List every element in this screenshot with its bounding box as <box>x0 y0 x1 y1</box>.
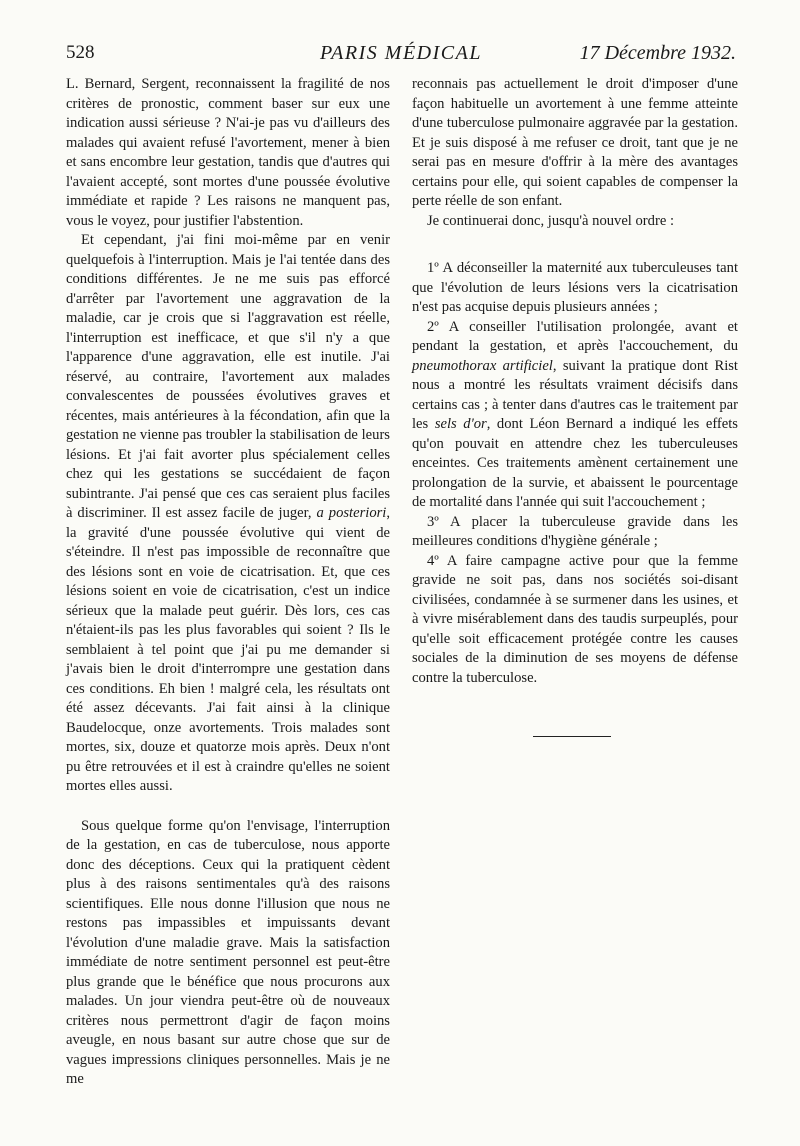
issue-date: 17 Décembre 1932. <box>579 42 736 64</box>
list-item: 3º A placer la tuberculeuse gravide dans les meilleures conditions d'hygiène générale ; <box>412 513 738 549</box>
paragraph: L. Bernard, Sergent, reconnaissent la fragilité de nos critères de pronostic, comment baser sur eux une indication aussi sérieuse ? N'ai-je pas vu d'ailleurs des malades qui avaient refusé l'avortement, mener à bien et sans encombre leur gestation, tandis que d'autres qui l'avaient accepté, sont mortes d'une poussée évolutive immédiate et rapide ? Les raisons ne manquent pas, vous le voyez, pour justifier l'abstention. <box>66 76 390 229</box>
list-item <box>412 318 738 513</box>
list-item: 4º A faire campagne active pour que la femme gravide ne soit pas, dans nos sociétés soi-disant civilisées, condamnée à se surmener dans les usines, et à vivre misérablement dans des taudis surpeuplés, pour qu'elle soit efficacement protégée contre les causes sociales de la diminution de ses moyens de défense contre la tuberculose. <box>412 552 738 686</box>
list-item: 1º A déconseiller la maternité aux tuberculeuses tant que l'évolution de leurs lésions vers la cicatrisation n'est pas acquise depuis plusieurs années ; <box>412 260 738 315</box>
page-header <box>66 42 736 70</box>
left-column <box>66 75 390 1090</box>
text-run: , suivant la pratique dont Rist nous a montré les résultats vraiment décisifs dans certains cas ; à tenter dans d'autres cas le traitement par les <box>412 357 738 432</box>
text-run: , la gravité d'une poussée évolutive qui vient de s'éteindre. Il n'est pas impossible de reconnaître que des lésions sont en voie de cicatrisation. Et, que ces lésions soient en voie de cicatrisation, c'est un indice sérieux que la malade peut guérir. Dès lors, ces cas n'étaient-ils pas les plus favorables qui soient ? Ils le semblaient à tel point que j'ai pu me demander si j'avais bien le droit d'interrompre une gestation dans ces conditions. Eh bien ! malgré cela, les résultats ont été assez décevants. J'ai fait ainsi à la clinique Baudelocque, onze avortements. Trois malades sont mortes, six, douze et quatorze mois après. Deux n'ont pu être retrouvées et il est à craindre qu'elles ne soient mortes elles aussi. <box>66 505 391 794</box>
journal-title: PARIS MÉDICAL <box>320 42 482 64</box>
paragraph: Sous quelque forme qu'on l'envisage, l'interruption de la gestation, en cas de tuberculose, nous apporte donc des déceptions. Ceux qui la pratiquent cèdent plus à des raisons sentimentales qu'à des raisons scientifiques. Elle nous donne l'illusion que nous ne restons pas impassibles et impuissants devant l'évolution d'une maladie grave. Mais la satisfaction immédiate de notre sentiment personnel est peut-être plus grande que le bénéfice que nous procurons aux malades. Un jour viendra peut-être où de nouveaux critères nous permettront d'agir de façon moins aveugle, en nous basant sur autre chose que sur de vagues impressions cliniques personnelles. Mais je ne me <box>66 817 390 1087</box>
text-run: Et cependant, j'ai fini moi-même par en venir quelquefois à l'interruption. Mais je l'ai tentée dans des conditions différentes. Je ne me suis pas efforcé d'arrêter par l'avortement une aggravation de la maladie, car je crois que si l'aggravation est réelle, l'interruption est inefficace, et que s'il n'y a que l'apparence d'une aggravation, elle est inutile. J'ai réservé, au contraire, l'avortement aux malades convalescentes de poussées évolutives graves et récentes, mais antérieures à la fécondation, afin que la gestation ne vienne pas troubler la stabilisation de leurs lésions. Et j'ai fait avorter plus spécialement celles chez qui les gestations se succédaient de façon subintrante. J'ai pensé que ces cas seraient plus faciles à discriminer. Il est assez facile de juger, <box>66 232 390 521</box>
paragraph <box>66 231 390 797</box>
paragraph: Je continuerai donc, jusqu'à nouvel ordre : <box>427 212 675 229</box>
italic-phrase: pneumothorax artificiel <box>412 357 553 374</box>
right-column <box>412 75 738 688</box>
section-divider <box>533 736 611 737</box>
paragraph: reconnais pas actuellement le droit d'imposer d'une façon habituelle un avortement à une femme atteinte d'une tuberculose pulmonaire aggravée par la gestation. Et je suis disposé à me refuser ce droit, tant que je ne serai pas en mesure d'offrir à la mère des avantages certains pour elle, qui soient capables de compenser la perte réelle de son enfant. <box>412 76 738 209</box>
page-number: 528 <box>66 42 95 63</box>
italic-phrase: a posteriori <box>316 505 387 521</box>
italic-phrase: sels d'or <box>434 416 487 432</box>
text-run: 2º A conseiller l'utilisation prolongée, avant et pendant la gestation, et après l'accouchement, du <box>412 318 738 354</box>
text-run: , dont Léon Bernard a indiqué les effets qu'on pouvait en attendre chez les tuberculeuses enceintes. Ces traitements amènent certainement une prolongation de la survie, et abaissent le pourcentage de mortalité dans l'année qui suit l'accouchement ; <box>412 416 738 510</box>
